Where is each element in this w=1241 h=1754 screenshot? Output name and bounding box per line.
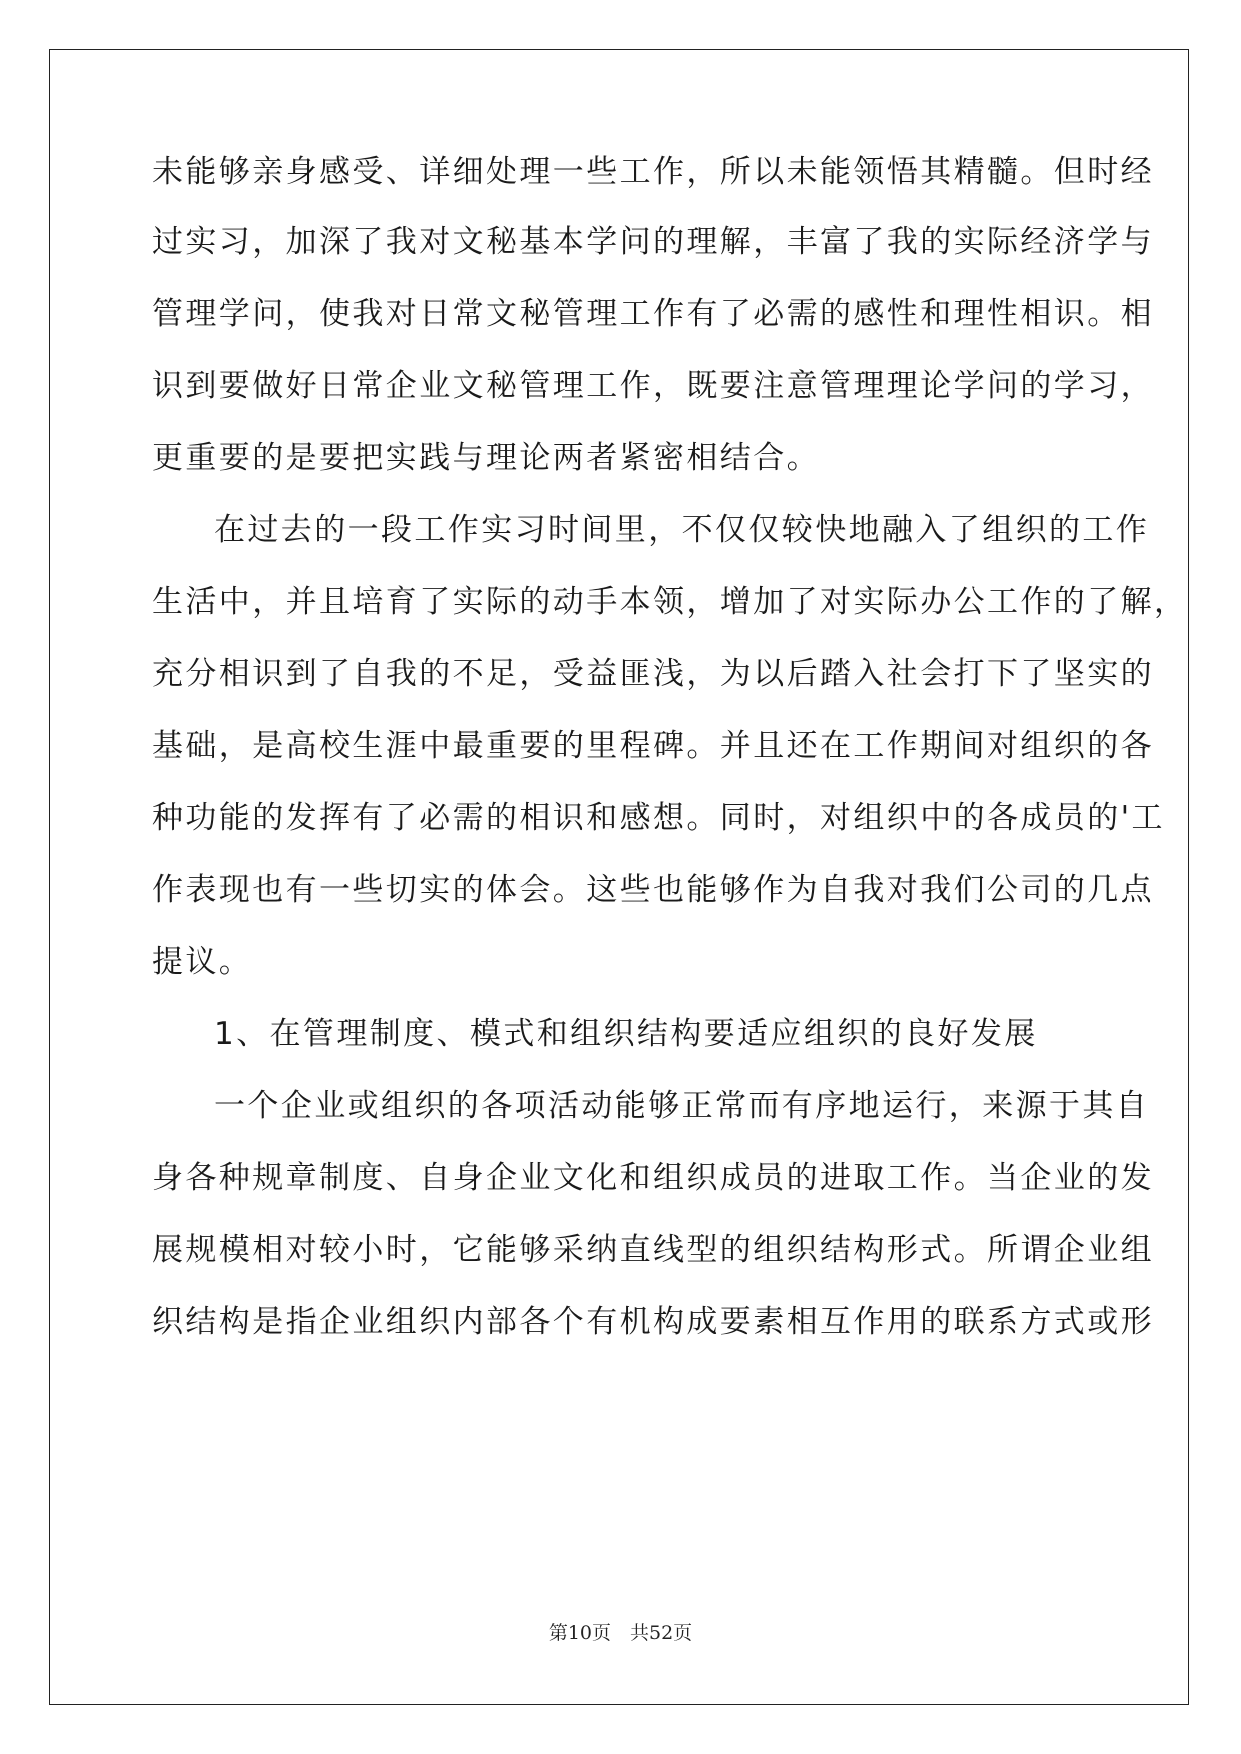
text-line: 种功能的发挥有了必需的相识和感想。同时，对组织中的各成员的'工 — [152, 800, 1165, 836]
text-line: 管理学问，使我对日常文秘管理工作有了必需的感性和理性相识。相 — [152, 296, 1154, 332]
text-line: 一个企业或组织的各项活动能够正常而有序地运行，来源于其自 — [214, 1088, 1150, 1124]
text-line: 充分相识到了自我的不足，受益匪浅，为以后踏入社会打下了坚实的 — [152, 656, 1154, 692]
text-line: 识到要做好日常企业文秘管理工作，既要注意管理理论学问的学习， — [152, 368, 1154, 404]
text-line: 更重要的是要把实践与理论两者紧密相结合。 — [152, 440, 820, 476]
text-line: 作表现也有一些切实的体会。这些也能够作为自我对我们公司的几点 — [152, 872, 1154, 908]
text-line: 生活中，并且培育了实际的动手本领，增加了对实际办公工作的了解， — [152, 584, 1188, 620]
page-number-footer: 第10页 共52页 — [548, 1622, 693, 1644]
text-line: 展规模相对较小时，它能够采纳直线型的组织结构形式。所谓企业组 — [152, 1232, 1154, 1268]
text-line: 过实习，加深了我对文秘基本学问的理解，丰富了我的实际经济学与 — [152, 224, 1154, 260]
section-heading: 1、在管理制度、模式和组织结构要适应组织的良好发展 — [214, 1016, 1038, 1052]
text-line: 织结构是指企业组织内部各个有机构成要素相互作用的联系方式或形 — [152, 1304, 1154, 1340]
text-line: 在过去的一段工作实习时间里，不仅仅较快地融入了组织的工作 — [214, 512, 1150, 548]
text-line: 身各种规章制度、自身企业文化和组织成员的进取工作。当企业的发 — [152, 1160, 1154, 1196]
text-line: 未能够亲身感受、详细处理一些工作，所以未能领悟其精髓。但时经 — [152, 154, 1154, 190]
text-line: 提议。 — [152, 944, 253, 980]
text-line: 基础，是高校生涯中最重要的里程碑。并且还在工作期间对组织的各 — [152, 728, 1154, 764]
